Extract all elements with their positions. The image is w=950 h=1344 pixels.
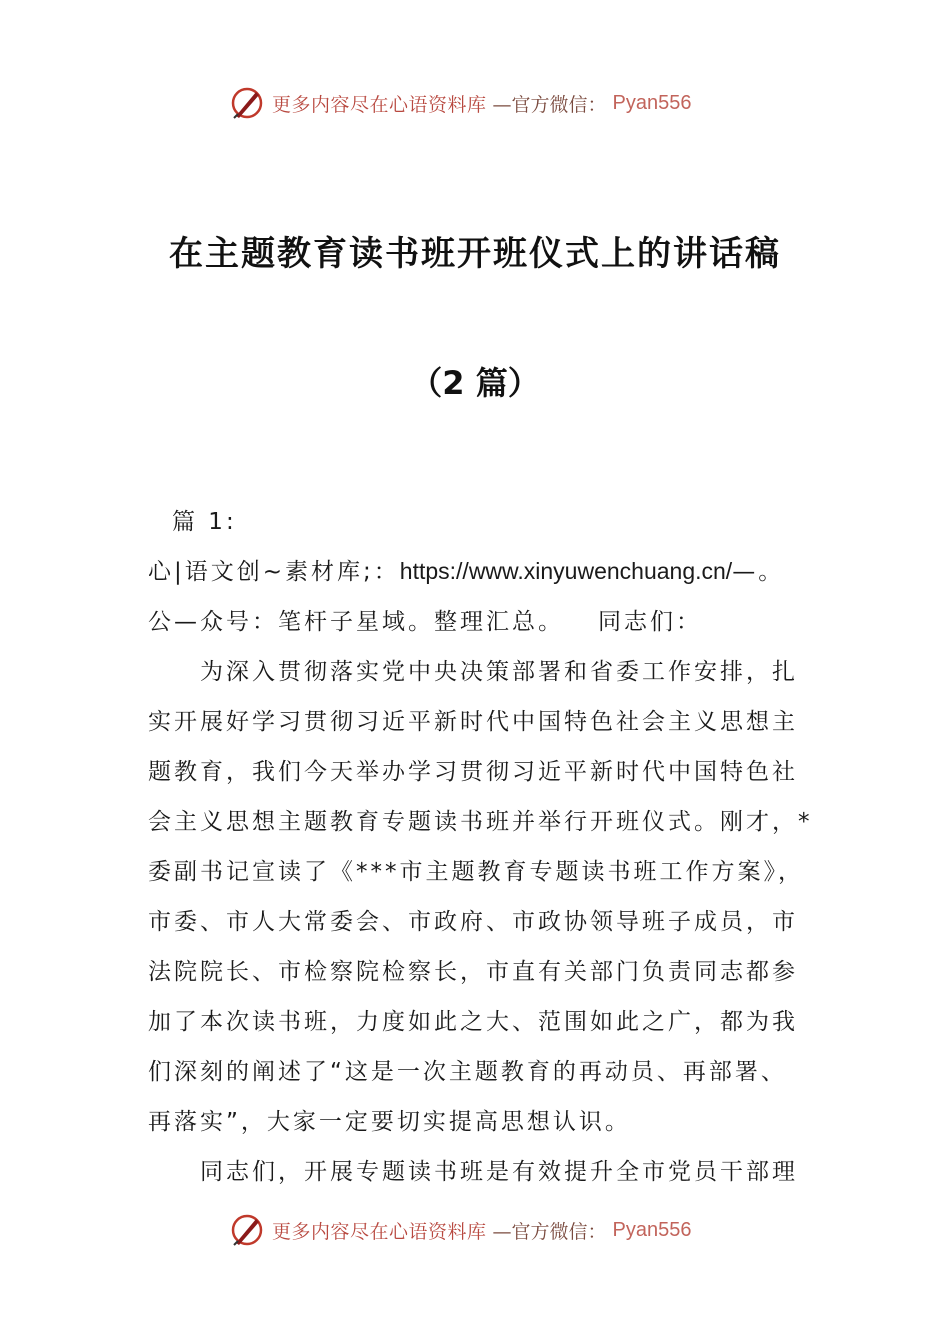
quill-logo-icon	[228, 1211, 266, 1249]
watermark-header	[228, 83, 692, 123]
watermark-text: 更多内容尽在心语资料库	[272, 1220, 487, 1243]
watermark-text: 更多内容尽在心语资料库	[272, 93, 487, 116]
paragraph-line: 同志们，开展专题读书班是有效提升全市党员干部理	[200, 1159, 798, 1185]
paragraph-line: 会主义思想主题教育专题读书班并举行开班仪式。刚才，*	[148, 809, 813, 835]
paragraph-line: 市委、市人大常委会、市政府、市政协领导班子成员，市	[148, 909, 798, 935]
paragraph-line: 委副书记宣读了《***市主题教育专题读书班工作方案》，	[148, 859, 804, 885]
source-line	[148, 553, 784, 586]
paragraph-line: 题教育，我们今天举办学习贯彻习近平新时代中国特色社	[148, 759, 798, 785]
source-prefix: 心|语文创~素材库;：	[148, 559, 400, 585]
watermark-contact-id: Pyan556	[612, 1218, 692, 1241]
source-url: https://www.xinyuwenchuang.cn/	[399, 558, 733, 584]
paragraph-line: 们深刻的阐述了“这是一次主题教育的再动员、再部署、	[148, 1059, 787, 1085]
paragraph-line: 再落实”，大家一定要切实提高思想认识。	[148, 1109, 631, 1135]
public-account-line	[148, 603, 702, 636]
quill-logo-icon	[228, 84, 266, 122]
part-label: 篇 1:	[172, 509, 237, 535]
paragraph-line: 实开展好学习贯彻习近平新时代中国特色社会主义思想主	[148, 709, 798, 735]
salutation: 同志们：	[598, 609, 702, 635]
public-account-text: 公—众号：笔杆子星域。整理汇总。	[148, 609, 564, 635]
paragraph-line: 加了本次读书班，力度如此之大、范围如此之广，都为我	[148, 1009, 798, 1035]
document-title: 在主题教育读书班开班仪式上的讲话稿	[169, 234, 781, 274]
watermark-contact-label: —官方微信：	[492, 93, 607, 116]
paragraph-line: 为深入贯彻落实党中央决策部署和省委工作安排，扎	[200, 659, 798, 685]
paragraph-line: 法院院长、市检察院检察长，市直有关部门负责同志都参	[148, 959, 798, 985]
watermark-contact-label: —官方微信：	[492, 1220, 607, 1243]
document-subtitle: （2 篇）	[410, 364, 540, 402]
source-suffix: —。	[732, 559, 785, 585]
watermark-contact-id: Pyan556	[612, 91, 692, 114]
watermark-footer	[228, 1210, 692, 1250]
